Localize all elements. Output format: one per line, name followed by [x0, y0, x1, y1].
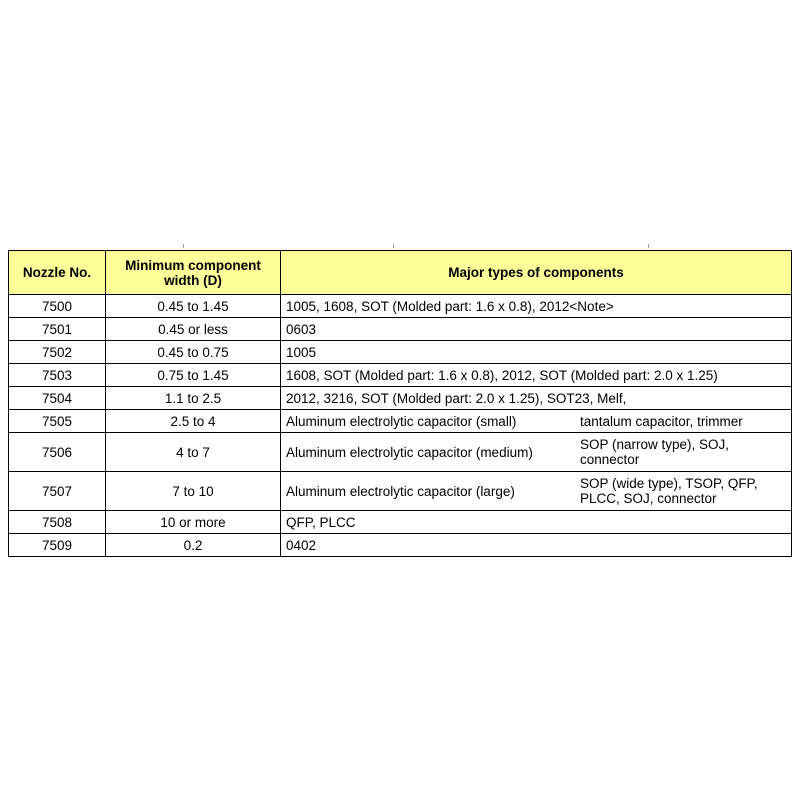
cell-min-width: 0.45 to 1.45 [106, 295, 281, 318]
table-row [9, 318, 792, 341]
cell-min-width: 0.45 to 0.75 [106, 341, 281, 364]
cell-min-width: 1.1 to 2.5 [106, 387, 281, 410]
table-row [9, 472, 792, 511]
types-text-secondary: tantalum capacitor, trimmer [580, 413, 743, 429]
types-text: 0603 [286, 321, 317, 337]
cell-nozzle-no: 7502 [9, 341, 106, 364]
header-major-types: Major types of components [281, 251, 792, 295]
types-text: 1608, SOT (Molded part: 1.6 x 0.8), 2012, SOT (Molded part: 2.0 x 1.25) [286, 367, 718, 383]
table-row [9, 511, 792, 534]
table-header-row [9, 251, 792, 295]
table-row [9, 410, 792, 433]
table-row [9, 433, 792, 472]
cell-min-width: 0.2 [106, 534, 281, 557]
types-text: 2012, 3216, SOT (Molded part: 2.0 x 1.25), SOT23, Melf, [286, 390, 627, 406]
cell-nozzle-no: 7509 [9, 534, 106, 557]
header-min-width-line1: Minimum component [125, 257, 261, 273]
types-text: Aluminum electrolytic capacitor (large) [286, 483, 515, 499]
header-min-width [106, 251, 281, 295]
table-row [9, 364, 792, 387]
types-text: QFP, PLCC [286, 514, 356, 530]
cell-major-types [281, 295, 792, 318]
table-row [9, 341, 792, 364]
types-text: 1005 [286, 344, 317, 360]
cell-nozzle-no: 7504 [9, 387, 106, 410]
cell-min-width: 0.45 or less [106, 318, 281, 341]
cell-major-types [281, 318, 792, 341]
cell-nozzle-no: 7505 [9, 410, 106, 433]
cell-major-types [281, 534, 792, 557]
scan-artifact-mark [183, 244, 184, 248]
scan-artifact-mark [393, 244, 394, 248]
table-row [9, 387, 792, 410]
scan-artifact-mark [648, 244, 649, 248]
table-row [9, 534, 792, 557]
types-text: 1005, 1608, SOT (Molded part: 1.6 x 0.8), 2012<Note> [286, 298, 614, 314]
header-min-width-line2: width (D) [164, 272, 222, 288]
types-text-secondary: SOP (wide type), TSOP, QFP, PLCC, SOJ, connector [580, 476, 758, 506]
cell-nozzle-no: 7506 [9, 433, 106, 472]
cell-major-types [281, 410, 792, 433]
header-nozzle-no: Nozzle No. [9, 251, 106, 295]
cell-min-width: 7 to 10 [106, 472, 281, 511]
cell-min-width: 4 to 7 [106, 433, 281, 472]
cell-nozzle-no: 7500 [9, 295, 106, 318]
cell-major-types [281, 387, 792, 410]
cell-nozzle-no: 7501 [9, 318, 106, 341]
cell-min-width: 10 or more [106, 511, 281, 534]
cell-major-types [281, 511, 792, 534]
cell-major-types [281, 433, 792, 472]
nozzle-table-container [8, 250, 791, 557]
types-text: Aluminum electrolytic capacitor (medium) [286, 444, 533, 460]
cell-major-types [281, 364, 792, 387]
types-text-secondary: SOP (narrow type), SOJ, connector [580, 437, 730, 467]
cell-major-types [281, 472, 792, 511]
types-text: 0402 [286, 537, 317, 553]
table-row [9, 295, 792, 318]
nozzle-table [8, 250, 792, 557]
cell-min-width: 2.5 to 4 [106, 410, 281, 433]
cell-min-width: 0.75 to 1.45 [106, 364, 281, 387]
cell-nozzle-no: 7508 [9, 511, 106, 534]
cell-nozzle-no: 7507 [9, 472, 106, 511]
cell-nozzle-no: 7503 [9, 364, 106, 387]
cell-major-types [281, 341, 792, 364]
types-text: Aluminum electrolytic capacitor (small) [286, 413, 517, 429]
